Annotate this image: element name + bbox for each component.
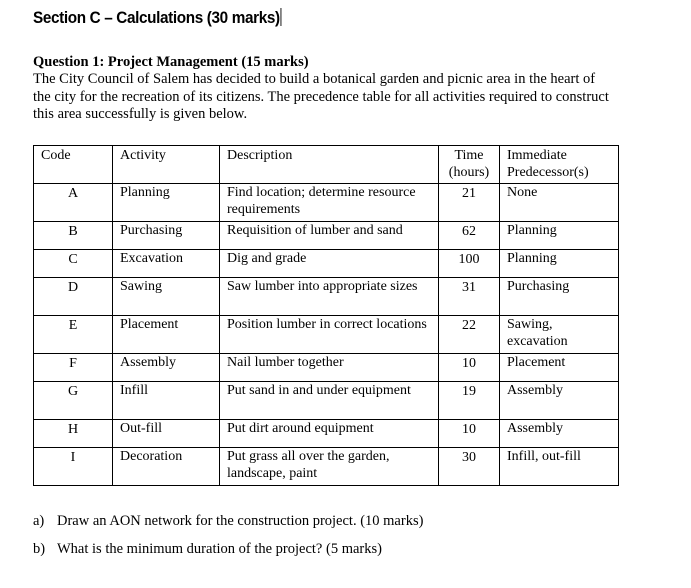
sub-question-text: Draw an AON network for the construction project. (10 marks) — [57, 513, 424, 529]
header-activity: Activity — [113, 146, 220, 184]
row-description: Put grass all over the garden, landscape, paint — [220, 448, 439, 486]
section-title-text: Section C – Calculations (30 marks) — [33, 8, 280, 27]
row-time: 10 — [439, 420, 500, 448]
row-predecessors: Sawing, excavation — [500, 316, 619, 354]
row-activity: Excavation — [113, 250, 220, 278]
intro-line: this area successfully is given below. — [33, 106, 248, 122]
row-activity: Purchasing — [113, 222, 220, 250]
row-time: 19 — [439, 382, 500, 420]
header-description: Description — [220, 146, 439, 184]
row-description: Nail lumber together — [220, 354, 439, 382]
row-description: Position lumber in correct locations — [220, 316, 439, 354]
table-row — [34, 354, 619, 382]
row-predecessors: None — [500, 184, 619, 222]
row-activity: Placement — [113, 316, 220, 354]
row-predecessors: Placement — [500, 354, 619, 382]
row-predecessors: Infill, out-fill — [500, 448, 619, 486]
row-activity: Assembly — [113, 354, 220, 382]
row-time: 21 — [439, 184, 500, 222]
row-activity: Sawing — [113, 278, 220, 316]
row-activity: Decoration — [113, 448, 220, 486]
row-activity: Out-fill — [113, 420, 220, 448]
row-predecessors: Assembly — [500, 420, 619, 448]
precedence-table — [33, 145, 619, 486]
row-code: G — [34, 382, 113, 420]
table-row — [34, 448, 619, 486]
sub-question — [33, 513, 423, 530]
table-row — [34, 184, 619, 222]
row-code: H — [34, 420, 113, 448]
table-row — [34, 420, 619, 448]
intro-line: the city for the recreation of its citizens. The precedence table for all activities required to construct — [33, 88, 609, 105]
row-description: Put dirt around equipment — [220, 420, 439, 448]
row-time: 62 — [439, 222, 500, 250]
question-title: Question 1: Project Management (15 marks) — [33, 54, 309, 70]
row-code: F — [34, 354, 113, 382]
row-predecessors: Planning — [500, 222, 619, 250]
table-row — [34, 222, 619, 250]
header-predecessors: Immediate Predecessor(s) — [500, 146, 619, 184]
header-time: Time (hours) — [439, 146, 500, 184]
table-row — [34, 278, 619, 316]
row-description: Put sand in and under equipment — [220, 382, 439, 420]
table-row — [34, 382, 619, 420]
table-row — [34, 250, 619, 278]
row-code: A — [34, 184, 113, 222]
row-time: 31 — [439, 278, 500, 316]
row-code: C — [34, 250, 113, 278]
row-predecessors: Planning — [500, 250, 619, 278]
row-code: D — [34, 278, 113, 316]
row-predecessors: Purchasing — [500, 278, 619, 316]
row-code: I — [34, 448, 113, 486]
row-description: Saw lumber into appropriate sizes — [220, 278, 439, 316]
row-activity: Infill — [113, 382, 220, 420]
table-row — [34, 316, 619, 354]
row-description: Dig and grade — [220, 250, 439, 278]
sub-question-text: What is the minimum duration of the project? (5 marks) — [57, 541, 382, 557]
sub-question-label: b) — [33, 541, 46, 557]
row-time: 22 — [439, 316, 500, 354]
row-code: E — [34, 316, 113, 354]
section-title — [33, 8, 282, 28]
sub-question — [33, 541, 382, 558]
row-time: 10 — [439, 354, 500, 382]
sub-question-label: a) — [33, 513, 45, 529]
row-description: Find location; determine resource requirements — [220, 184, 439, 222]
header-code: Code — [34, 146, 113, 184]
row-code: B — [34, 222, 113, 250]
row-activity: Planning — [113, 184, 220, 222]
row-description: Requisition of lumber and sand — [220, 222, 439, 250]
row-time: 30 — [439, 448, 500, 486]
question-intro — [33, 71, 673, 124]
text-cursor — [281, 8, 282, 26]
table-header-row — [34, 146, 619, 184]
intro-line: The City Council of Salem has decided to build a botanical garden and picnic area in the heart of — [33, 71, 596, 87]
row-predecessors: Assembly — [500, 382, 619, 420]
row-time: 100 — [439, 250, 500, 278]
